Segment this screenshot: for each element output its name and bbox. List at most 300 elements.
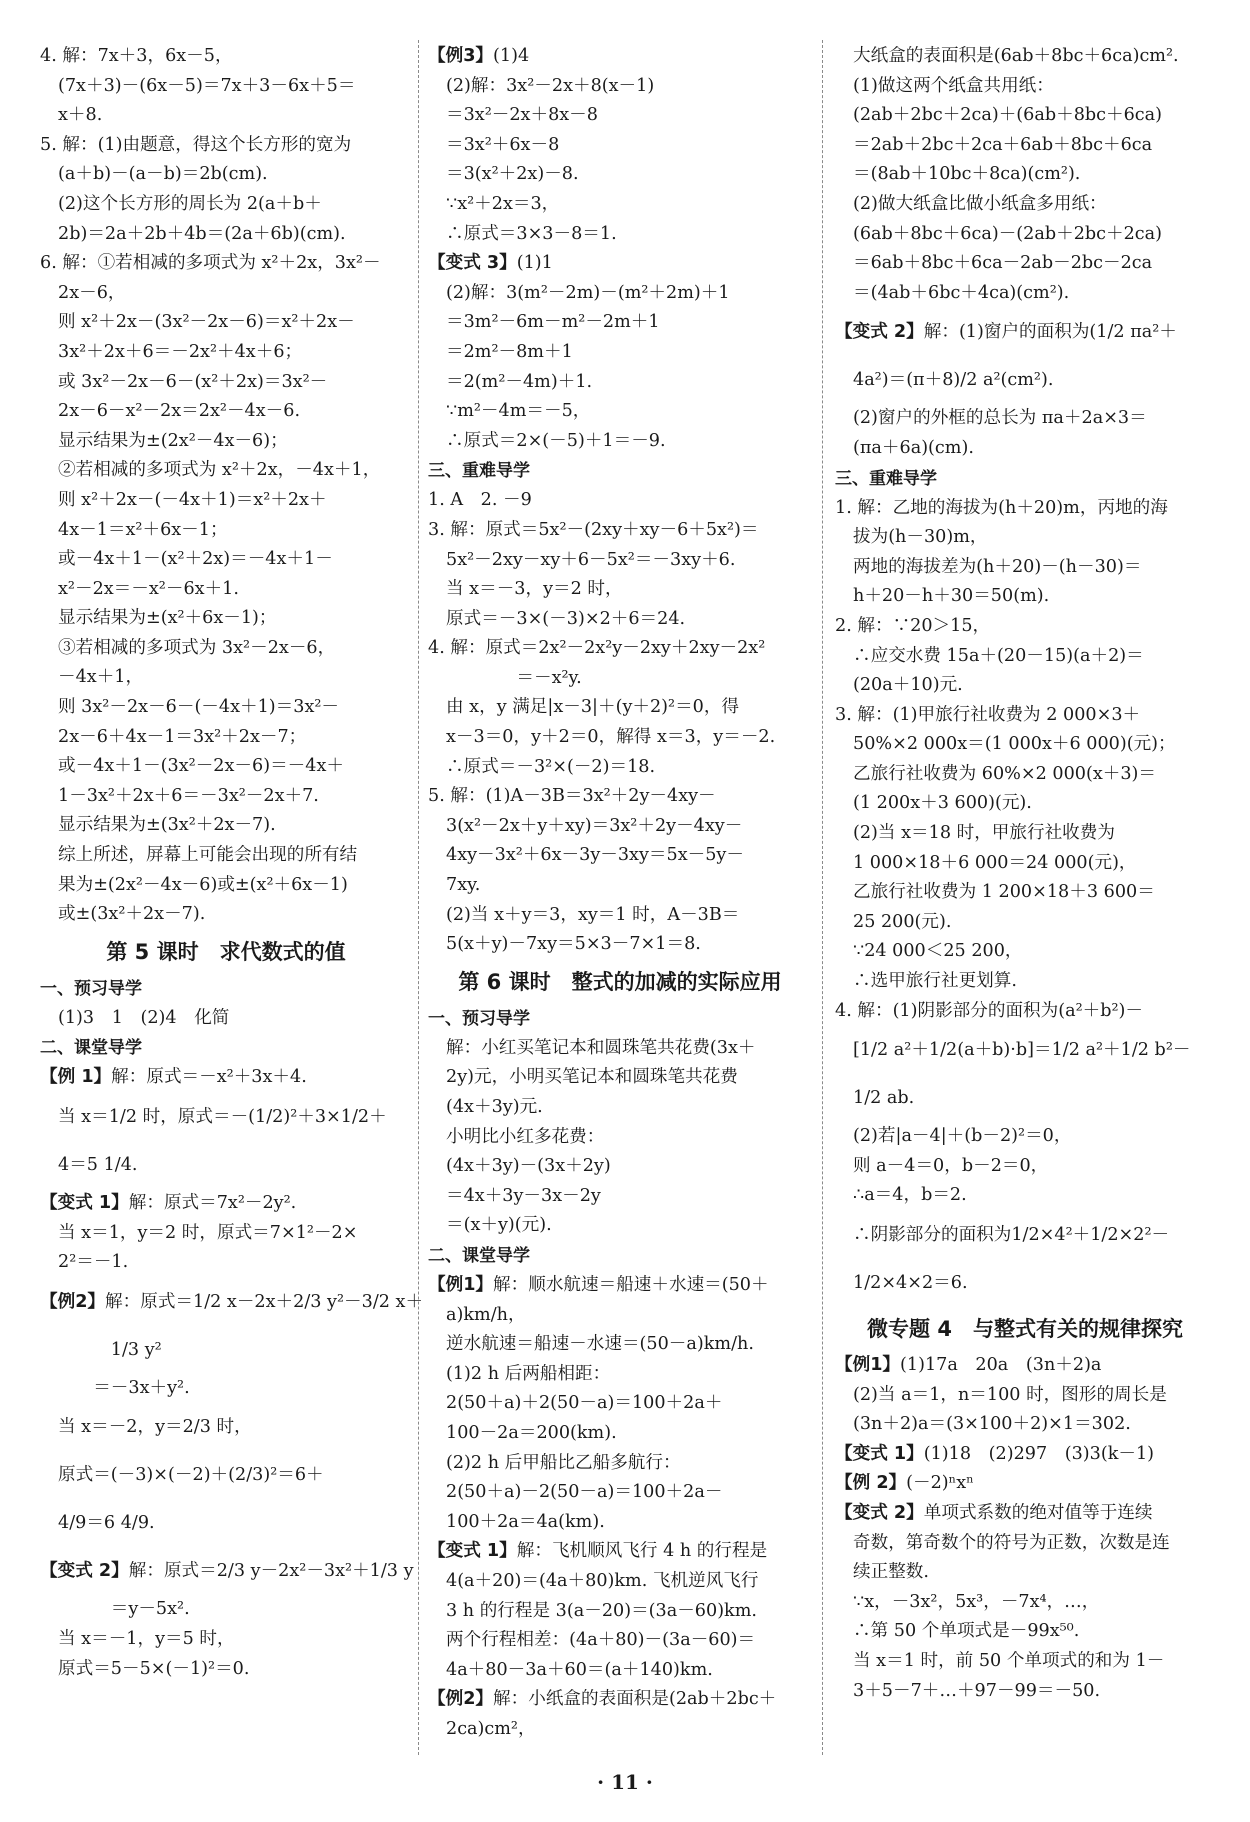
line-text: 1. A 2. －9 [428, 490, 532, 511]
line-text: 100＋2a＝4a(km). [446, 1511, 605, 1532]
answer-line [428, 1449, 812, 1479]
answer-line [835, 937, 1215, 967]
line-text: 两个行程相差：(4a＋80)－(3a－60)＝ [446, 1630, 756, 1651]
line-text: 大纸盒的表面积是(6ab＋8bc＋6ca)cm². [853, 46, 1179, 66]
line-text: 5(x＋y)－7xy＝5×3－7×1＝8. [446, 934, 701, 955]
answer-line [835, 1351, 1215, 1381]
answer-line [428, 753, 812, 783]
answer-line [428, 693, 812, 723]
answer-line [40, 368, 412, 398]
answer-line [428, 1656, 812, 1686]
answer-line [835, 279, 1215, 309]
answer-line [40, 190, 412, 220]
line-text: 5x²－2xy－xy＋6－5x²＝－3xy＋6. [446, 549, 736, 570]
line-text: ∴阴影部分的面积为1/2×4²＋1/2×2²－ [853, 1225, 1170, 1245]
line-text: [1/2 a²＋1/2(a＋b)·b]＝1/2 a²＋1/2 b²－ [853, 1040, 1191, 1061]
answer-line [40, 604, 412, 634]
answer-line [40, 1248, 412, 1278]
line-text: (2)做大纸盒比做小纸盒多用纸： [853, 193, 1107, 214]
line-text: 显示结果为±(2x²－4x－6)； [58, 430, 288, 451]
line-text: ＝3x²＋6x－8 [446, 134, 560, 155]
answer-line [428, 220, 812, 250]
line-text: 2(50＋a)＋2(50－a)＝100＋2a＋ [446, 1393, 723, 1414]
answer-line [835, 249, 1215, 279]
line-text: ＝y－5x². [58, 1599, 190, 1620]
line-text: 或－4x＋1－(x²＋2x)＝－4x＋1－ [58, 549, 333, 570]
line-text: (1)做这两个纸盒共用纸： [853, 75, 1054, 96]
line-text: 两地的海拔差为(h＋20)－(h－30)＝ [853, 556, 1142, 577]
line-text: ＝2ab＋2bc＋2ca＋6ab＋8bc＋6ca [853, 134, 1153, 155]
answer-line [835, 1588, 1215, 1618]
answer-line [40, 308, 412, 338]
answer-line [835, 1152, 1215, 1182]
line-text: 综上所述，屏幕上可能会出现的所有结 [58, 845, 358, 866]
line-text: 5. 解：(1)A－3B＝3x²＋2y－4xy－ [428, 786, 716, 807]
line-text: 第 6 课时 整式的加减的实际应用 [458, 969, 782, 994]
answer-line [835, 642, 1215, 672]
answer-line [40, 841, 412, 871]
answer-column-middle [428, 42, 812, 1744]
line-text: (2)当 a＝1，n＝100 时，图形的周长是 [853, 1384, 1167, 1405]
line-text: 解：小红买笔记本和圆珠笔共花费(3x＋ [446, 1037, 756, 1058]
line-text: 1. 解：乙地的海拔为(h＋20)m，丙地的海 [835, 497, 1168, 518]
line-text: 1－3x²＋2x＋6＝－3x²－2x＋7. [58, 785, 319, 806]
line-text: 当 x＝1，y＝2 时，原式＝7×1²－2× [58, 1222, 358, 1243]
line-text: (2)2 h 后甲船比乙船多航行： [446, 1452, 681, 1473]
answer-line [835, 819, 1215, 849]
answer-line [40, 1655, 412, 1685]
line-text: 拔为(h－30)m， [853, 527, 988, 548]
answer-line [428, 190, 812, 220]
answer-line [40, 811, 412, 841]
answer-line [428, 368, 812, 398]
line-text: 续正整数. [853, 1562, 929, 1583]
line-text: 当 x＝1/2 时，原式＝－(1/2)²＋3×1/2＋ [58, 1107, 387, 1127]
line-text: (20a＋10)元. [853, 675, 963, 696]
answer-line [428, 546, 812, 576]
line-text: 显示结果为±(x²＋6x－1)； [58, 608, 277, 629]
line-text: 当 x＝－2，y＝2/3 时， [58, 1417, 252, 1438]
answer-line [835, 1259, 1215, 1307]
answer-line [428, 901, 812, 931]
example-tag: 【例2】 [40, 1291, 106, 1312]
answer-line [428, 1301, 812, 1331]
answer-line [835, 101, 1215, 131]
section-heading [428, 1004, 812, 1034]
answer-line [428, 72, 812, 102]
answer-line [40, 220, 412, 250]
line-text: 奇数，第奇数个的符号为正数，次数是连 [853, 1532, 1170, 1553]
line-text: 3x²＋2x＋6＝－2x²＋4x＋6； [58, 341, 303, 362]
answer-line [40, 752, 412, 782]
answer-line [40, 1278, 424, 1326]
section-heading [428, 1241, 812, 1271]
answer-line [428, 841, 812, 871]
lesson-title [835, 1311, 1215, 1347]
answer-line [428, 486, 812, 516]
answer-line [40, 249, 412, 279]
example-tag: 【变式 1】 [428, 1541, 517, 1562]
answer-line [428, 1715, 812, 1745]
answer-line [835, 582, 1215, 612]
answer-line [428, 930, 812, 960]
answer-line [40, 663, 412, 693]
line-text: 二、课堂导学 [428, 1245, 530, 1266]
line-text: 2x－6， [58, 282, 126, 303]
answer-line [835, 671, 1215, 701]
line-text: ②若相减的多项式为 x²＋2x，－4x＋1， [58, 460, 381, 481]
answer-line [428, 812, 812, 842]
answer-line [835, 356, 1215, 404]
line-text: 逆水航速＝船速－水速＝(50－a)km/h. [446, 1334, 754, 1355]
answer-line [40, 397, 412, 427]
line-text: 乙旅行社收费为 60%×2 000(x＋3)＝ [853, 763, 1156, 784]
answer-line [428, 1597, 812, 1627]
answer-line [428, 131, 812, 161]
answer-line [40, 160, 412, 190]
line-text: ＝3(x²＋2x)－8. [446, 164, 579, 185]
answer-line [428, 1508, 812, 1538]
line-text: 原式＝－3×(－3)×2＋6＝24. [446, 608, 686, 629]
answer-line [835, 220, 1215, 250]
line-text: x－3＝0，y＋2＝0，解得 x＝3，y＝－2. [446, 727, 776, 748]
answer-line [835, 42, 1215, 72]
line-text: h＋20－h＋30＝50(m). [853, 586, 1050, 607]
line-text: 则 x²＋2x－(3x²－2x－6)＝x²＋2x－ [58, 312, 355, 333]
answer-line [40, 486, 412, 516]
answer-line [40, 1625, 412, 1655]
line-text: 2. 解：∵20＞15， [835, 615, 991, 636]
answer-line [835, 1617, 1215, 1647]
line-text: ＝(4ab＋6bc＋4ca)(cm²). [853, 282, 1070, 303]
example-tag: 【例 2】 [835, 1473, 907, 1494]
line-text: 原式＝(－3)×(－2)＋(2/3)²＝6＋ [58, 1465, 324, 1486]
answer-line [835, 523, 1215, 553]
answer-line [835, 997, 1215, 1027]
answer-line [835, 72, 1215, 102]
line-text: ＝2m²－8m＋1 [446, 341, 573, 362]
line-text: ＝2(m²－4m)＋1. [446, 371, 593, 392]
answer-line [40, 782, 412, 812]
line-text: 三、重难导学 [835, 468, 937, 489]
answer-line [835, 434, 1215, 464]
answer-line [835, 908, 1215, 938]
answer-line [428, 1063, 812, 1093]
line-text: ∴选甲旅行社更划算. [853, 971, 1017, 992]
line-text: 则 x²＋2x－(－4x＋1)＝x²＋2x＋ [58, 489, 327, 510]
answer-line [428, 279, 812, 309]
answer-line [428, 1034, 812, 1064]
line-text: 5. 解：(1)由题意，得这个长方形的宽为 [40, 134, 352, 155]
line-text: (2)解：3(m²－2m)－(m²＋2m)＋1 [446, 282, 730, 303]
answer-line [835, 1122, 1215, 1152]
line-text: (－2)ⁿxⁿ [906, 1473, 974, 1494]
line-text: 7xy. [446, 875, 481, 896]
line-text: 解：原式＝2/3 y－2x²－3x²＋1/3 y [128, 1561, 414, 1582]
answer-line [428, 249, 812, 279]
answer-line [40, 1219, 412, 1249]
answer-line [428, 1537, 812, 1567]
answer-line [835, 1211, 1215, 1259]
answer-line [835, 701, 1215, 731]
answer-line [40, 871, 412, 901]
answer-line [835, 1440, 1215, 1470]
line-text: ∵24 000＜25 200， [853, 941, 1023, 962]
line-text: ＝6ab＋8bc＋6ca－2ab－2bc－2ca [853, 253, 1153, 274]
answer-line [40, 723, 412, 753]
line-text: 50%×2 000x＝(1 000x＋6 000)(元)； [853, 734, 1176, 755]
answer-line [428, 782, 812, 812]
answer-line [428, 1685, 812, 1715]
answer-line [40, 427, 412, 457]
line-text: 100－2a＝200(km). [446, 1422, 617, 1443]
line-text: 解：原式＝1/2 x－2x＋2/3 y²－3/2 x＋ [105, 1291, 424, 1312]
example-tag: 【变式 2】 [835, 1502, 924, 1523]
line-text: 4xy－3x²＋6x－3y－3xy＝5x－5y－ [446, 845, 744, 866]
answer-line [835, 1181, 1215, 1211]
example-tag: 【变式 3】 [428, 253, 517, 274]
answer-line [40, 131, 412, 161]
line-text: (2)解：3x²－2x＋8(x－1) [446, 75, 655, 96]
line-text: 2ca)cm²， [446, 1718, 536, 1739]
answer-line [428, 1211, 812, 1241]
line-text: 3. 解：(1)甲旅行社收费为 2 000×3＋ [835, 704, 1141, 725]
answer-line [835, 1381, 1215, 1411]
answer-line [428, 1626, 812, 1656]
line-text: 或－4x＋1－(3x²－2x－6)＝－4x＋ [58, 756, 344, 777]
line-text: 当 x＝－3，y＝2 时， [446, 579, 623, 600]
line-text: ∵x，－3x²，5x³，－7x⁴，…， [853, 1591, 1100, 1612]
line-text: 1/2 ab. [853, 1088, 915, 1109]
answer-line [40, 456, 412, 486]
answer-line [428, 1389, 812, 1419]
section-heading [40, 974, 412, 1004]
line-text: (7x＋3)－(6x－5)＝7x＋3－6x＋5＝ [58, 75, 356, 96]
answer-line [835, 160, 1215, 190]
example-tag: 【例1】 [835, 1355, 901, 1375]
answer-line [40, 693, 412, 723]
answer-line [428, 1123, 812, 1153]
line-text: x＋8. [58, 105, 103, 126]
line-text: ＝(8ab＋10bc＋8ca)(cm²). [853, 164, 1081, 185]
line-text: 2x－6－x²－2x＝2x²－4x－6. [58, 401, 301, 422]
answer-line [835, 553, 1215, 583]
answer-line [40, 1595, 412, 1625]
line-text: 1 000×18＋6 000＝24 000(元)， [853, 852, 1137, 873]
answer-line [40, 72, 412, 102]
answer-line [428, 664, 812, 694]
line-text: 由 x，y 满足|x－3|＋(y＋2)²＝0，得 [446, 697, 740, 718]
answer-line [428, 1478, 812, 1508]
answer-line [40, 634, 412, 664]
answer-line [428, 1182, 812, 1212]
answer-line [428, 160, 812, 190]
example-tag: 【例2】 [428, 1689, 494, 1710]
line-text: ∴原式＝2×(－5)＋1＝－9. [446, 430, 666, 451]
line-text: (2)这个长方形的周长为 2(a＋b＋ [58, 193, 322, 214]
column-divider [822, 40, 823, 1755]
line-text: 解：原式＝7x²－2y². [128, 1193, 297, 1213]
line-text: 4. 解：7x＋3，6x－5， [40, 46, 233, 66]
answer-column-left [40, 42, 424, 1684]
answer-line [428, 605, 812, 635]
page-number: · 11 · [597, 1770, 653, 1794]
answer-line [835, 612, 1215, 642]
section-heading [428, 456, 812, 486]
line-text: 乙旅行社收费为 1 200×18＋3 600＝ [853, 882, 1155, 903]
answer-line [835, 494, 1215, 524]
answer-line [40, 1499, 412, 1547]
answer-line [835, 1558, 1215, 1588]
line-text: (4x＋3y)－(3x＋2y) [446, 1156, 611, 1177]
lesson-title [428, 964, 812, 1000]
line-text: (2)当 x＋y＝3，xy＝1 时，A－3B＝ [446, 904, 740, 925]
answer-line [428, 634, 812, 664]
line-text: 小明比小红多花费： [446, 1126, 605, 1147]
example-tag: 【例3】 [428, 46, 494, 66]
example-tag: 【例1】 [428, 1274, 494, 1295]
answer-line [40, 1547, 412, 1595]
answer-line [40, 516, 412, 546]
answer-line [835, 131, 1215, 161]
example-tag: 【变式 1】 [40, 1193, 129, 1213]
line-text: (2ab＋2bc＋2ca)＋(6ab＋8bc＋6ca) [853, 105, 1163, 126]
answer-line [835, 1647, 1215, 1677]
answer-line [40, 338, 412, 368]
line-text: (1)2 h 后两船相距： [446, 1363, 611, 1384]
line-text: 当 x＝1 时，前 50 个单项式的和为 1－ [853, 1650, 1165, 1671]
line-text: (2)当 x＝18 时，甲旅行社收费为 [853, 823, 1115, 844]
line-text: (a＋b)－(a－b)＝2b(cm). [58, 164, 268, 185]
answer-line [428, 397, 812, 427]
line-text: 解：顺水航速＝船速＋水速＝(50＋ [493, 1274, 769, 1295]
section-heading [835, 464, 1215, 494]
line-text: (1)3 1 (2)4 化简 [58, 1007, 230, 1028]
example-tag: 【变式 2】 [835, 322, 924, 343]
line-text: 解：原式＝－x²＋3x＋4. [111, 1067, 307, 1088]
line-text: 4a＋80－3a＋60＝(a＋140)km. [446, 1659, 713, 1680]
line-text: 单项式系数的绝对值等于连续 [923, 1502, 1153, 1523]
answer-line [835, 789, 1215, 819]
line-text: x²－2x＝－x²－6x＋1. [58, 578, 239, 599]
line-text: 1/3 y² [58, 1339, 162, 1360]
section-heading [40, 1033, 412, 1063]
line-text: 2y)元，小明买笔记本和圆珠笔共花费 [446, 1067, 738, 1088]
line-text: 4a²)＝(π＋8)/2 a²(cm²). [853, 370, 1054, 391]
answer-line [835, 967, 1215, 997]
answer-line [835, 760, 1215, 790]
line-text: ＝－3x＋y². [58, 1377, 190, 1398]
line-text: 4x－1＝x²＋6x－1； [58, 519, 228, 540]
answer-line [40, 1326, 412, 1374]
answer-line [40, 545, 412, 575]
line-text: ③若相减的多项式为 3x²－2x－6， [58, 637, 336, 658]
lesson-title [40, 934, 412, 970]
line-text: (3n＋2)a＝(3×100＋2)×1＝302. [853, 1414, 1131, 1435]
line-text: ＝(x＋y)(元). [446, 1215, 552, 1236]
line-text: 1/2×4×2＝6. [853, 1273, 968, 1293]
answer-column-right [835, 42, 1215, 1706]
line-text: a)km/h， [446, 1304, 526, 1325]
line-text: ∴原式＝3×3－8＝1. [446, 223, 617, 244]
line-text: (2)窗户的外框的总长为 πa＋2a×3＝ [853, 408, 1147, 429]
line-text: ＝3m²－6m－m²－2m＋1 [446, 312, 660, 333]
line-text: 解：小纸盒的表面积是(2ab＋2bc＋ [493, 1689, 777, 1710]
answer-line [428, 723, 812, 753]
line-text: (1 200x＋3 600)(元). [853, 793, 1032, 814]
line-text: 3(x²－2x＋y＋xy)＝3x²＋2y－4xy－ [446, 815, 743, 836]
line-text: (4x＋3y)元. [446, 1097, 543, 1117]
line-text: (2)若|a－4|＋(b－2)²＝0， [853, 1126, 1072, 1147]
line-text: 25 200(元). [853, 911, 952, 932]
answer-line [428, 427, 812, 457]
answer-line [428, 338, 812, 368]
answer-line [835, 730, 1215, 760]
answer-line [428, 1093, 812, 1123]
answer-line [428, 575, 812, 605]
answer-line [428, 871, 812, 901]
answer-line [428, 1330, 812, 1360]
answer-line [40, 575, 412, 605]
answer-line [835, 1074, 1215, 1122]
answer-line [40, 1141, 412, 1189]
line-text: 2(50＋a)－2(50－a)＝100＋2a－ [446, 1482, 723, 1503]
line-text: 三、重难导学 [428, 461, 530, 482]
line-text: (1)1 [516, 253, 553, 274]
answer-line [428, 516, 812, 546]
line-text: ∴a＝4，b＝2. [853, 1185, 967, 1206]
answer-line [40, 1451, 412, 1499]
line-text: 或±(3x²＋2x－7). [58, 904, 206, 925]
answer-line [40, 1403, 412, 1451]
line-text: 一、预习导学 [428, 1008, 530, 1029]
answer-line [835, 1499, 1215, 1529]
answer-line [428, 1360, 812, 1390]
line-text: 一、预习导学 [40, 978, 142, 999]
line-text: ＝3x²－2x＋8x－8 [446, 105, 598, 126]
example-tag: 【变式 2】 [40, 1561, 129, 1582]
line-text: ∴第 50 个单项式是－99x⁵⁰. [853, 1621, 1080, 1642]
answer-line [835, 1026, 1215, 1074]
line-text: 4＝5 1/4. [58, 1155, 138, 1175]
line-text: 原式＝5－5×(－1)²＝0. [58, 1658, 250, 1679]
line-text: ＝4x＋3y－3x－2y [446, 1185, 601, 1206]
line-text: 3 h 的行程是 3(a－20)＝(3a－60)km. [446, 1600, 757, 1621]
line-text: 2²＝－1. [58, 1252, 129, 1273]
answer-line [835, 190, 1215, 220]
answer-line [835, 878, 1215, 908]
answer-line [40, 1063, 412, 1093]
line-text: ∵m²－4m＝－5， [446, 401, 591, 422]
answer-line [835, 1677, 1215, 1707]
line-text: －4x＋1， [58, 667, 144, 688]
line-text: 2x－6＋4x－1＝3x²＋2x－7； [58, 726, 307, 747]
line-text: 2b)＝2a＋2b＋4b＝(2a＋6b)(cm). [58, 223, 346, 244]
answer-line [428, 1271, 812, 1301]
line-text: ＝－x²y. [446, 667, 582, 688]
column-divider [418, 40, 419, 1755]
answer-line [40, 279, 412, 309]
answer-line [835, 308, 1215, 356]
line-text: 3. 解：原式＝5x²－(2xy＋xy－6＋5x²)＝ [428, 519, 759, 540]
line-text: 4. 解：原式＝2x²－2x²y－2xy＋2xy－2x² [428, 638, 766, 659]
line-text: 6. 解：①若相减的多项式为 x²＋2x，3x²－ [40, 253, 381, 274]
line-text: ∴原式＝－3²×(－2)＝18. [446, 756, 656, 777]
answer-line [835, 1469, 1215, 1499]
answer-line [428, 42, 812, 72]
line-text: ∴应交水费 15a＋(20－15)(a＋2)＝ [853, 645, 1144, 666]
line-text: 4. 解：(1)阴影部分的面积为(a²＋b²)－ [835, 1000, 1144, 1021]
